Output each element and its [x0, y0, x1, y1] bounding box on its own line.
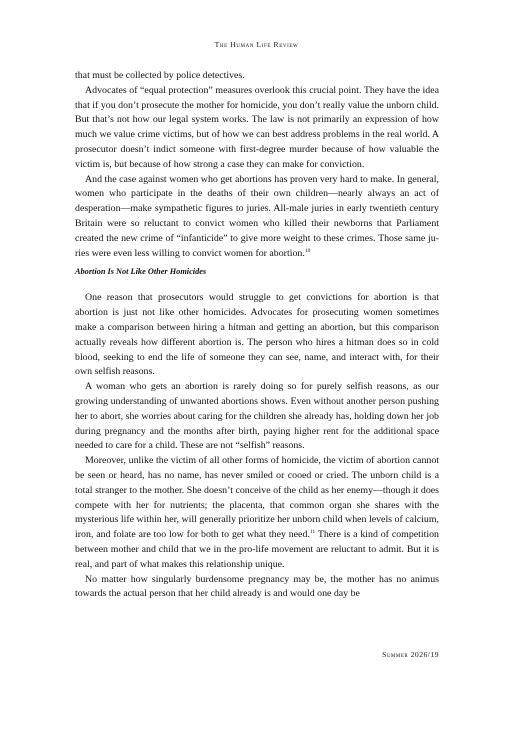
footnote-ref-11: 11: [309, 529, 316, 536]
paragraph-continuation: that must be collected by police detectives.: [75, 70, 245, 81]
page-folio: Summer 2026/19: [382, 650, 439, 659]
paragraph-victim: [75, 454, 439, 572]
paragraph-equal-protection: Advocates of “equal protection” measures overlook this crucial point. They have the idea that if you don’t prosecute the mother for homicide, you don’t really value the unborn child. But that’s not how our legal system works. The law is not primarily an expression of how much we value crime victims, but of how we can best address problems in the real world. A prosecutor doesn’t indict someone with first-degree murder because of how valuable the victim is, but because of how strong a case they can make for conviction.: [75, 84, 439, 170]
section-heading: Abortion Is Not Like Other Homicides: [75, 267, 207, 277]
paragraph-victim-text-a: Moreover, unlike the victim of all other forms of homicide, the victim of abortion cannot be seen or heard, has no name, has never smiled or cooed or cried. The unborn child is a total stranger to the mother. She doesn’t conceive of the child as her enemy—though it does compete with her for nutrients; the placenta, that common organ she shares with the mysterious life within her, will generally prioritize her unborn child when levels of calcium, iron, and folate are too low for both to get what they need.: [75, 455, 439, 541]
paragraph-juries: [75, 173, 439, 262]
paragraph-animus: No matter how singularly burdensome pregnancy may be, the mother has no animus towards the actual person that her child already is and would one day be: [75, 573, 439, 600]
paragraph-hitman: One reason that prosecutors would struggle to get convictions for abortion is that abortion is just not like other homicides. Advocates for prosecuting women sometimes make a comparison between hiring a hitman and getting an abortion, but this comparison actually reveals how different abortion is. The person who hires a hitman does so in cold blood, seeking to end the life of someone they can see, name, and interact with, for their own selfish reasons.: [75, 292, 439, 378]
paragraph-juries-text: And the case against women who get abortions has proven very hard to make. In general, women who participate in the deaths of their own children—nearly always an act of desperation—make sympathetic figures to juries. All-male juries in early twentieth century Britain were so reluctant to convict women who killed their newborns that Parliament created the new crime of “infanticide” to give more weight to these crimes. Those same juries were even less willing to convict women for abortion.: [75, 173, 439, 259]
article-body: [75, 69, 439, 602]
paragraph-victim-text-b: There is a kind of competition between mother and child that we in the pro-life movement are reluctant to admit. But it is real, and part of what makes this relationship unique.: [75, 529, 439, 570]
running-head: The Human Life Review: [214, 40, 299, 49]
footnote-ref-10: 10: [304, 247, 311, 254]
paragraph-reasons: A woman who gets an abortion is rarely doing so for purely selfish reasons, as our growing understanding of unwanted abortions shows. Even without another person pushing her to abort, she worries about caring for the children she already has, holding down her job during pregnancy and the months after birth, paying higher rent for the additional space needed to care for a child. These are not “selfish” reasons.: [75, 381, 439, 452]
